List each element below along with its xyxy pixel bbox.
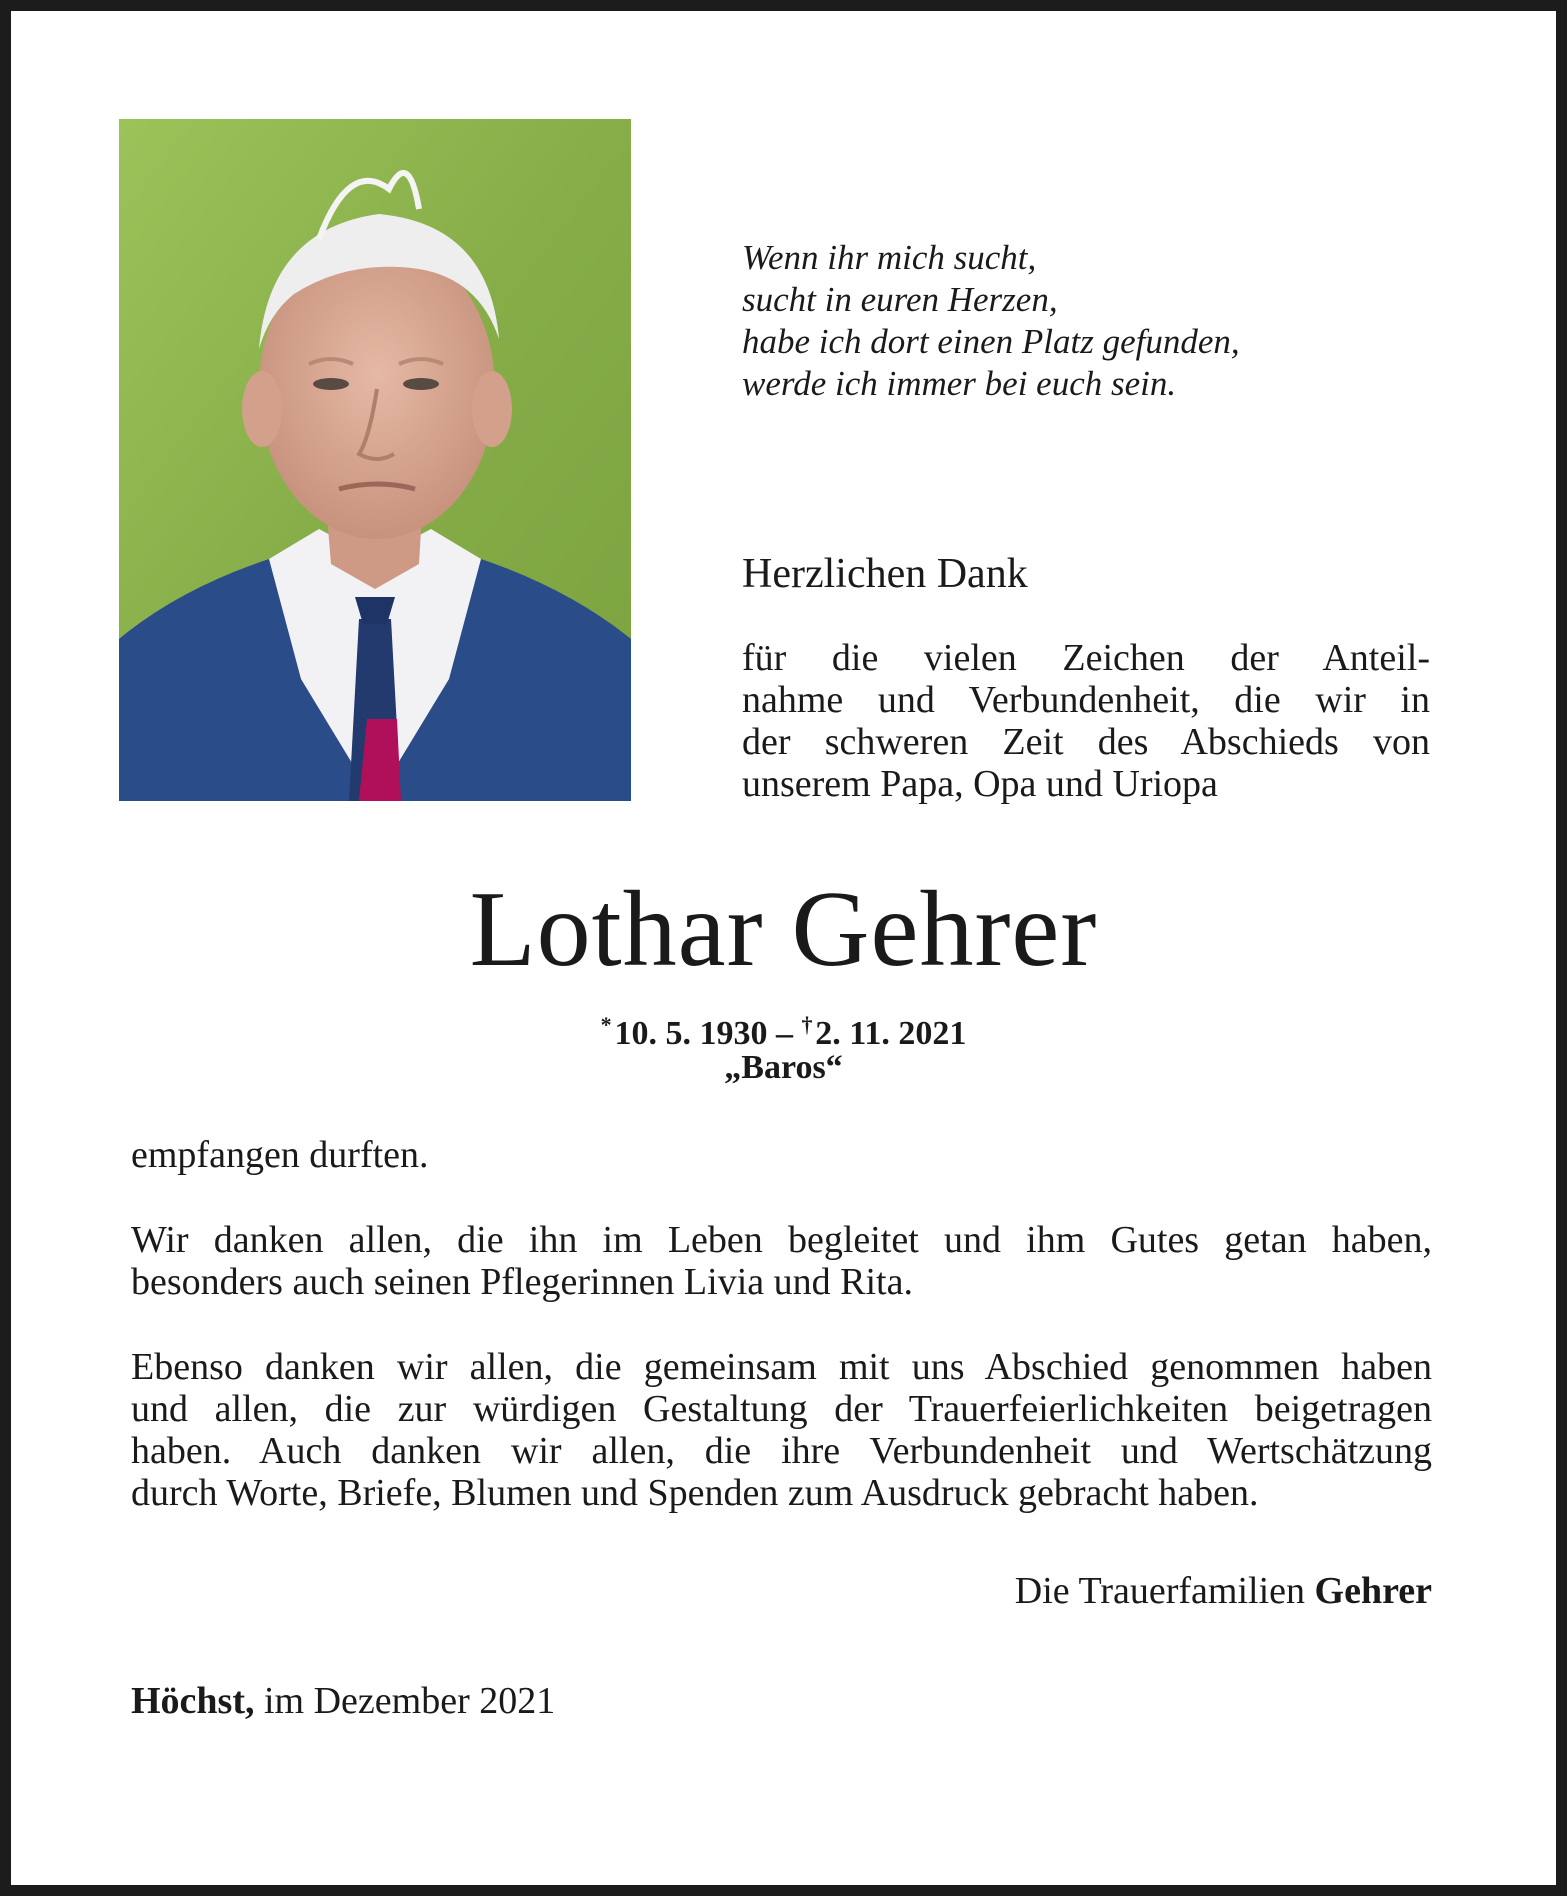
place: Höchst,: [131, 1680, 255, 1722]
thanks-line: unserem Papa, Opa und Uriopa: [742, 763, 1218, 805]
life-dates: [11, 1005, 1556, 1054]
body-line: durch Worte, Briefe, Blumen und Spenden zum Ausdruck gebracht haben.: [131, 1472, 1259, 1514]
body-line: haben. Auch danken wir allen, die ihre Verbundenheit und Wertschätzung: [131, 1430, 1432, 1472]
poem-line: sucht in euren Herzen,: [742, 280, 1058, 319]
death-date: 2. 11. 2021: [815, 1015, 967, 1052]
thanks-line: für die vielen Zeichen der Anteil-: [742, 637, 1430, 679]
date: im Dezember 2021: [264, 1680, 556, 1722]
body-line: Ebenso danken wir allen, die gemeinsam mit uns Abschied genommen haben: [131, 1346, 1432, 1388]
date-separator: –: [775, 1015, 793, 1052]
poem-line: Wenn ihr mich sucht,: [742, 238, 1037, 277]
thanks-line: der schweren Zeit des Abschieds von: [742, 721, 1430, 763]
poem-line: habe ich dort einen Platz gefunden,: [742, 322, 1240, 361]
body-line: und allen, die zur würdigen Gestaltung der Trauerfeierlichkeiten beigetragen: [131, 1388, 1432, 1430]
body-line: empfangen durften.: [131, 1134, 429, 1176]
portrait-photo: [119, 119, 631, 801]
birth-date: 10. 5. 1930: [614, 1015, 768, 1052]
paragraph-1: [131, 1219, 1432, 1303]
poem-line: werde ich immer bei euch sein.: [742, 364, 1177, 403]
thanks-heading: Herzlichen Dank: [742, 551, 1028, 597]
thanks-line: nahme und Verbundenheit, die wir in: [742, 679, 1430, 721]
signature: [1015, 1570, 1432, 1612]
portrait-illustration: [119, 119, 631, 801]
nickname: „Baros“: [724, 1049, 843, 1086]
body-line: Wir danken allen, die ihn im Leben begleitet und ihm Gutes getan haben,: [131, 1219, 1432, 1261]
thanks-body: [742, 637, 1430, 805]
signature-family: Gehrer: [1314, 1570, 1432, 1612]
death-symbol: †: [801, 1012, 813, 1037]
continuation-text: [131, 1134, 1432, 1176]
place-date: [131, 1680, 555, 1722]
signature-prefix: Die Trauerfamilien: [1014, 1570, 1306, 1612]
body-line: besonders auch seinen Pflegerinnen Livia und Rita.: [131, 1261, 913, 1303]
poem: [742, 237, 1442, 405]
deceased-name: Lothar Gehrer: [469, 870, 1098, 989]
birth-symbol: *: [600, 1012, 612, 1037]
paragraph-2: [131, 1346, 1432, 1514]
